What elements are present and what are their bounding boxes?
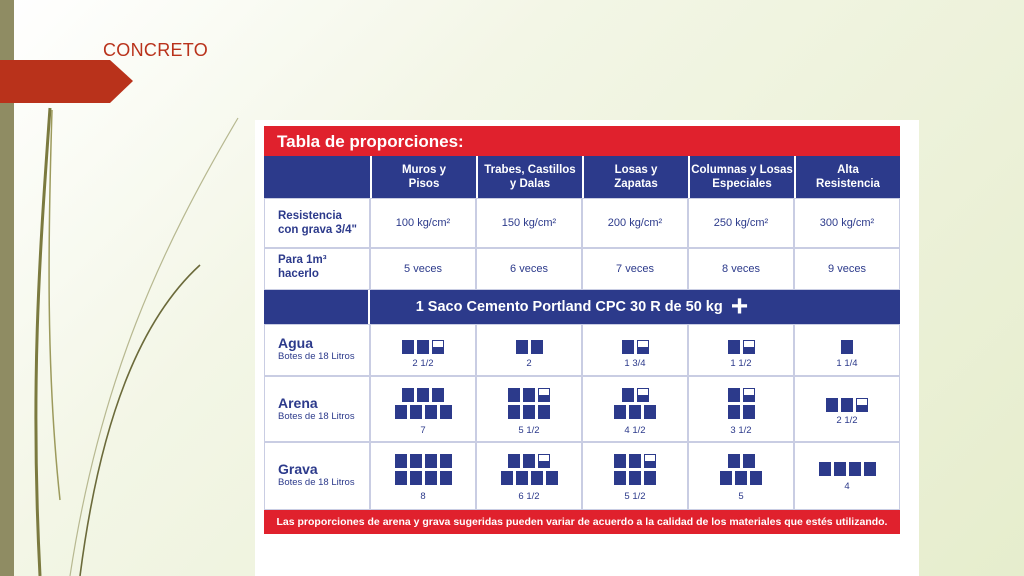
arena-cell <box>688 376 794 442</box>
bucket-icon <box>538 405 550 419</box>
row-label-arena <box>264 376 370 442</box>
resistencia-cell: 150 kg/cm² <box>476 198 582 248</box>
bucket-icon <box>849 462 861 476</box>
bucket-icon <box>523 454 535 468</box>
bucket-icon <box>841 398 853 412</box>
resistencia-cell: 100 kg/cm² <box>370 198 476 248</box>
amount-label: 2 <box>526 358 532 369</box>
cement-text: 1 Saco Cemento Portland CPC 30 R de 50 kg <box>415 299 723 315</box>
para-cell: 8 veces <box>688 248 794 290</box>
agua-cell <box>370 324 476 376</box>
amount-label: 4 1/2 <box>624 425 646 436</box>
bucket-icon <box>523 405 535 419</box>
bucket-icon <box>826 398 838 412</box>
half-bucket-icon <box>432 340 444 354</box>
amount-label: 1 1/2 <box>730 358 752 369</box>
row-label-line2: con grava 3/4" <box>278 224 357 236</box>
grava-cell <box>688 442 794 510</box>
bucket-icon <box>644 405 656 419</box>
agua-cell <box>794 324 900 376</box>
bucket-icon <box>402 340 414 354</box>
bucket-icon <box>728 454 740 468</box>
bucket-icon <box>508 454 520 468</box>
bucket-icon <box>735 471 747 485</box>
bucket-icon <box>728 388 740 402</box>
bucket-icon <box>834 462 846 476</box>
column-header-line1: Columnas y Losas <box>691 164 793 176</box>
bucket-icon <box>440 454 452 468</box>
amount-label: 3 1/2 <box>730 425 752 436</box>
bucket-icon <box>501 471 513 485</box>
agua-cell <box>582 324 688 376</box>
bucket-icon <box>720 471 732 485</box>
grava-cell <box>476 442 582 510</box>
arena-cell <box>476 376 582 442</box>
bucket-icon <box>531 340 543 354</box>
bucket-icon <box>629 405 641 419</box>
agua-cell <box>688 324 794 376</box>
bucket-icon <box>508 405 520 419</box>
half-bucket-icon <box>743 340 755 354</box>
table-header-bar <box>264 126 900 156</box>
bucket-icon <box>864 462 876 476</box>
agua-cell <box>476 324 582 376</box>
para-cell: 6 veces <box>476 248 582 290</box>
footer-note: Las proporciones de arena y grava sugeridas pueden variar de acuerdo a la calidad de los materiales que estés utilizando. <box>264 510 900 534</box>
bucket-icon <box>440 471 452 485</box>
cement-bar <box>264 290 900 324</box>
material-name: Grava <box>278 461 318 477</box>
column-header-line2: Pisos <box>408 178 440 190</box>
half-bucket-icon <box>538 454 550 468</box>
bucket-icon <box>728 405 740 419</box>
bucket-icon <box>395 454 407 468</box>
bucket-icon <box>841 340 853 354</box>
column-header-line1: Muros y <box>401 164 447 176</box>
column-header-trabes <box>476 156 582 198</box>
column-header-line1: Alta <box>837 164 859 176</box>
column-header-line2: Zapatas <box>614 178 658 190</box>
amount-label: 4 <box>844 481 850 492</box>
column-header-muros <box>370 156 476 198</box>
amount-label: 8 <box>420 491 426 502</box>
table-title: Tabla de proporciones: <box>277 132 464 151</box>
plus-icon: + <box>730 290 749 323</box>
material-name: Agua <box>278 335 313 351</box>
bucket-icon <box>629 471 641 485</box>
half-bucket-icon <box>856 398 868 412</box>
bucket-icon <box>417 340 429 354</box>
row-label-grava <box>264 442 370 510</box>
row-label-line1: Resistencia <box>278 210 342 222</box>
half-bucket-icon <box>637 340 649 354</box>
resistencia-cell: 250 kg/cm² <box>688 198 794 248</box>
column-header-line1: Trabes, Castillos <box>484 164 576 176</box>
bucket-icon <box>743 405 755 419</box>
bucket-icon <box>622 340 634 354</box>
amount-label: 2 1/2 <box>412 358 434 369</box>
para-cell: 9 veces <box>794 248 900 290</box>
half-bucket-icon <box>743 388 755 402</box>
half-bucket-icon <box>637 388 649 402</box>
bucket-icon <box>629 454 641 468</box>
material-unit: Botes de 18 Litros <box>278 477 355 488</box>
column-header-line2: Resistencia <box>816 178 880 190</box>
bucket-icon <box>728 340 740 354</box>
amount-label: 2 1/2 <box>836 415 858 426</box>
grava-cell <box>582 442 688 510</box>
column-header-losas <box>582 156 688 198</box>
half-bucket-icon <box>644 454 656 468</box>
title-marker <box>0 60 133 103</box>
material-unit: Botes de 18 Litros <box>278 411 355 422</box>
amount-label: 5 1/2 <box>624 491 646 502</box>
bucket-icon <box>614 405 626 419</box>
para-cell: 5 veces <box>370 248 476 290</box>
bucket-icon <box>614 471 626 485</box>
material-unit: Botes de 18 Litros <box>278 351 355 362</box>
grava-cell <box>370 442 476 510</box>
bucket-icon <box>644 471 656 485</box>
column-header-line2: Especiales <box>712 178 772 190</box>
bucket-icon <box>410 454 422 468</box>
bucket-icon <box>819 462 831 476</box>
amount-label: 7 <box>420 425 426 436</box>
bucket-icon <box>614 454 626 468</box>
arena-cell <box>370 376 476 442</box>
bucket-icon <box>440 405 452 419</box>
bucket-icon <box>516 340 528 354</box>
row-label-line2: hacerlo <box>278 268 319 280</box>
bucket-icon <box>402 388 414 402</box>
column-header-alta <box>794 156 900 198</box>
column-header-columnas <box>688 156 794 198</box>
slide-title: CONCRETO <box>103 40 209 60</box>
bucket-icon <box>516 471 528 485</box>
row-label-agua <box>264 324 370 376</box>
material-name: Arena <box>278 395 318 411</box>
half-bucket-icon <box>538 388 550 402</box>
bucket-icon <box>410 471 422 485</box>
amount-label: 5 <box>738 491 744 502</box>
bucket-icon <box>417 388 429 402</box>
bucket-icon <box>508 388 520 402</box>
bucket-icon <box>432 388 444 402</box>
amount-label: 6 1/2 <box>518 491 540 502</box>
bucket-icon <box>750 471 762 485</box>
resistencia-cell: 300 kg/cm² <box>794 198 900 248</box>
arena-cell <box>582 376 688 442</box>
bucket-icon <box>410 405 422 419</box>
row-label-resistencia <box>264 198 370 248</box>
bucket-icon <box>546 471 558 485</box>
amount-label: 5 1/2 <box>518 425 540 436</box>
amount-label: 1 1/4 <box>836 358 858 369</box>
bucket-icon <box>523 388 535 402</box>
column-header-line2: y Dalas <box>509 178 551 190</box>
arena-cell <box>794 376 900 442</box>
grava-cell <box>794 442 900 510</box>
row-label-line1: Para 1m³ <box>278 254 327 266</box>
bucket-icon <box>395 471 407 485</box>
bucket-icon <box>425 405 437 419</box>
bucket-icon <box>425 454 437 468</box>
amount-label: 1 3/4 <box>624 358 646 369</box>
bucket-icon <box>395 405 407 419</box>
bucket-icon <box>425 471 437 485</box>
bucket-icon <box>622 388 634 402</box>
bucket-icon <box>531 471 543 485</box>
column-header-line1: Losas y <box>614 164 658 176</box>
row-label-para <box>264 248 370 290</box>
para-cell: 7 veces <box>582 248 688 290</box>
resistencia-cell: 200 kg/cm² <box>582 198 688 248</box>
bucket-icon <box>743 454 755 468</box>
